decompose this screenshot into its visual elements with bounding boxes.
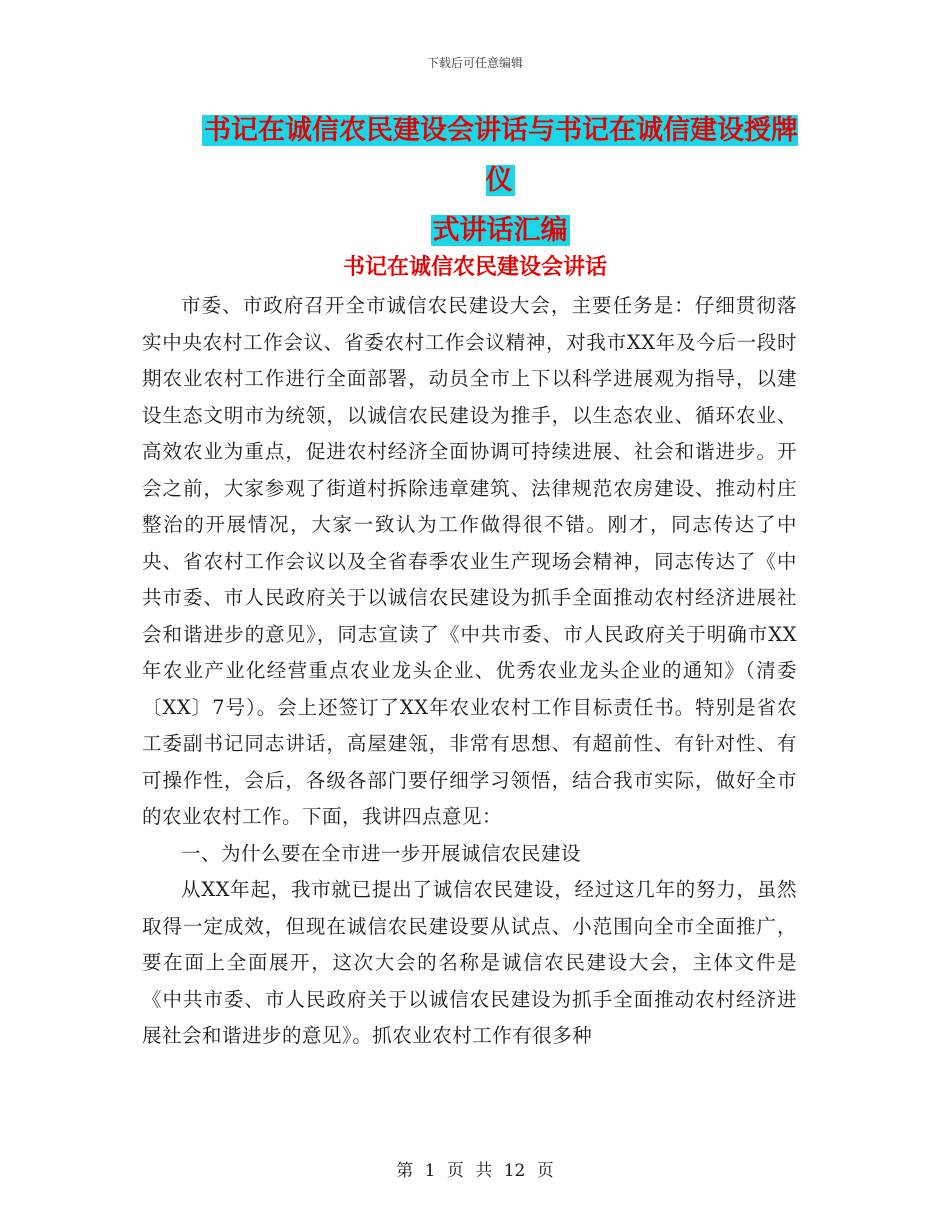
document-title-line-1: 书记在诚信农民建设会讲话与书记在诚信建设授牌仪 [204,115,798,196]
section-title: 书记在诚信农民建设会讲话 [342,255,607,280]
body-paragraph: 从XX年起，我市就已提出了诚信农民建设，经过这几年的努力，虽然取得一定成效，但现在诚信农民建设要从试点、小范围向全市全面推广，要在面上全面展开，这次大会的名称是诚信农民建设大会，主体文件是《中共市委、市人民政府关于以诚信农民建设为抓手全面推动农村经济进展社会和谐进步的意见》。抓农业农村工作有很多种 [142,878,797,1047]
body-heading: 一、为什么要在全市进一步开展诚信农民建设 [181,841,582,865]
document-body [142,288,797,1055]
document-title [190,106,810,256]
document-title-line-2: 式讲话汇编 [432,215,568,246]
body-paragraph: 市委、市政府召开全市诚信农民建设大会，主要任务是：仔细贯彻落实中央农村工作会议、省委农村工作会议精神，对我市XX年及今后一段时期农业农村工作进行全面部署，动员全市上下以科学进展观为指导，以建设生态文明市为统领，以诚信农民建设为推手，以生态农业、循环农业、高效农业为重点，促进农村经济全面协调可持续进展、社会和谐进步。开会之前，大家参观了街道村拆除违章建筑、法律规范农房建设、推动村庄整治的开展情况，大家一致认为工作做得很不错。刚才，同志传达了中央、省农村工作会议以及全省春季农业生产现场会精神，同志传达了《中共市委、市人民政府关于以诚信农民建设为抓手全面推动农村经济进展社会和谐进步的意见》，同志宣读了《中共市委、市人民政府关于明确市XX年农业产业化经营重点农业龙头企业、优秀农业龙头企业的通知》（清委〔XX〕7号）。会上还签订了XX年农业农村工作目标责任书。特别是省农工委副书记同志讲话，高屋建瓴，非常有思想、有超前性、有针对性、有可操作性，会后，各级各部门要仔细学习领悟，结合我市实际，做好全市的农业农村工作。下面，我讲四点意见： [142,294,797,828]
header-note: 下载后可任意编辑 [426,56,523,70]
page-number-footer: 第 1 页 共 12 页 [396,1161,554,1181]
